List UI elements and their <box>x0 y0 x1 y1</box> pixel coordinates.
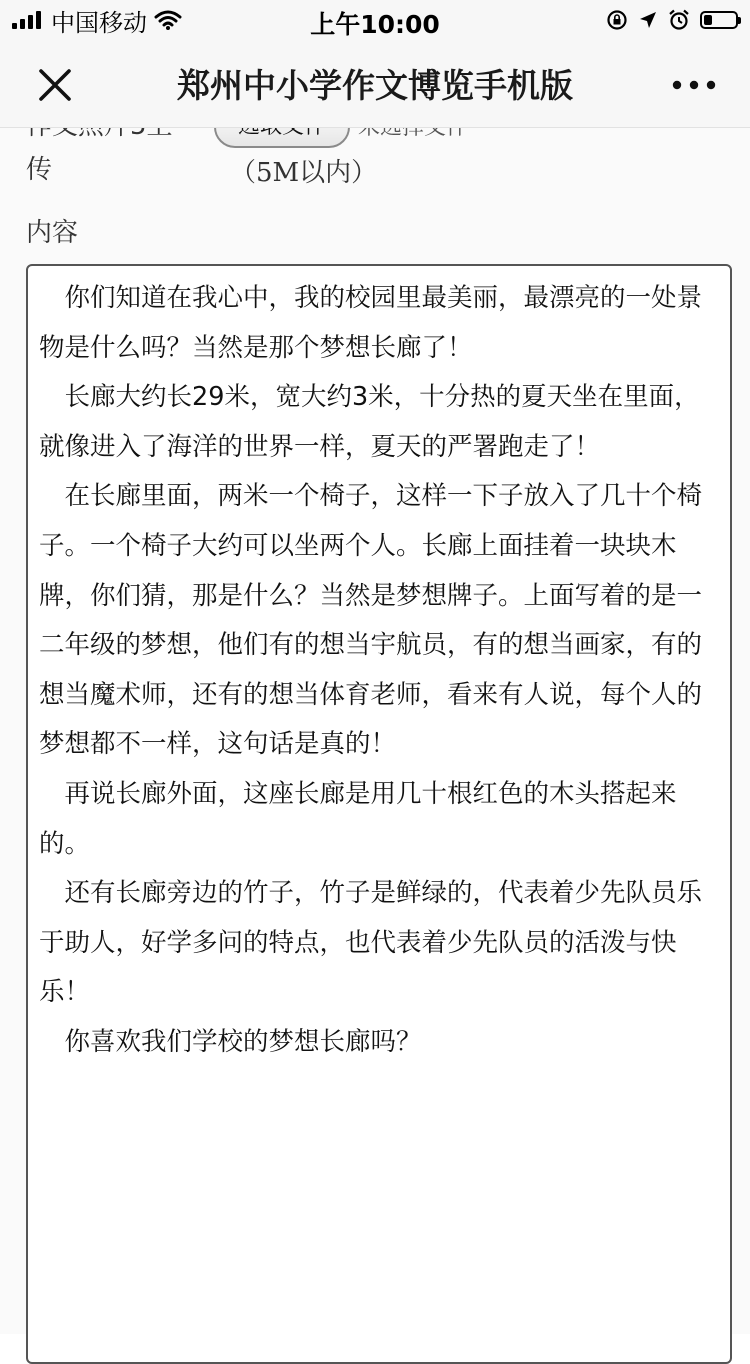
more-icon <box>672 80 716 90</box>
status-time: 上午10:00 <box>310 10 440 39</box>
alarm-icon <box>668 9 690 31</box>
close-icon <box>38 68 72 102</box>
form-content <box>0 128 750 1334</box>
size-hint: （5M以内） <box>230 158 378 188</box>
more-button[interactable] <box>664 62 724 108</box>
location-icon <box>638 10 658 30</box>
carrier-name: 中国移动 <box>51 8 147 37</box>
battery-fill <box>704 15 712 25</box>
status-bar <box>0 0 750 40</box>
orientation-lock-icon <box>606 9 628 31</box>
battery-icon <box>700 11 738 29</box>
content-paragraph: 你喜欢我们学校的梦想长廊吗？ <box>64 1026 422 1057</box>
content-paragraph: 还有长廊旁边的竹子，竹子是鲜绿的，代表着少先队员乐于助人，好学多问的特点，也代表着少先队员的活泼与快乐！ <box>39 878 703 1008</box>
content-paragraph: 再说长廊外面，这座长廊是用几十根红色的木头搭起来的。 <box>39 778 677 859</box>
content-textarea[interactable] <box>26 264 732 1364</box>
content-label: 内容 <box>26 218 79 248</box>
close-button[interactable] <box>30 60 80 110</box>
page-title: 郑州中小学作文博览手机版 <box>177 66 573 105</box>
content-paragraph: 你们知道在我心中，我的校园里最美丽，最漂亮的一处景物是什么吗？当然是那个梦想长廊了！ <box>39 283 703 363</box>
nav-bar <box>0 40 750 128</box>
content-paragraph: 在长廊里面，两米一个椅子，这样一下子放入了几十个椅子。一个椅子大约可以坐两个人。长廊上面挂着一块块木牌，你们猜，那是什么？当然是梦想牌子。上面写着的是一二年级的梦想，他们有的想当宇航员，有的想当画家，有的想当魔术师，还有的想当体育老师，看来有人说，每个人的梦想都不一样，这句话是真的！ <box>39 481 703 760</box>
photo-upload-label: 传 <box>26 155 53 185</box>
status-right <box>606 8 738 32</box>
content-paragraph: 长廊大约长29米，宽大约3米，十分热的夏天坐在里面，就像进入了海洋的世界一样，夏天的严署跑走了！ <box>39 382 700 462</box>
